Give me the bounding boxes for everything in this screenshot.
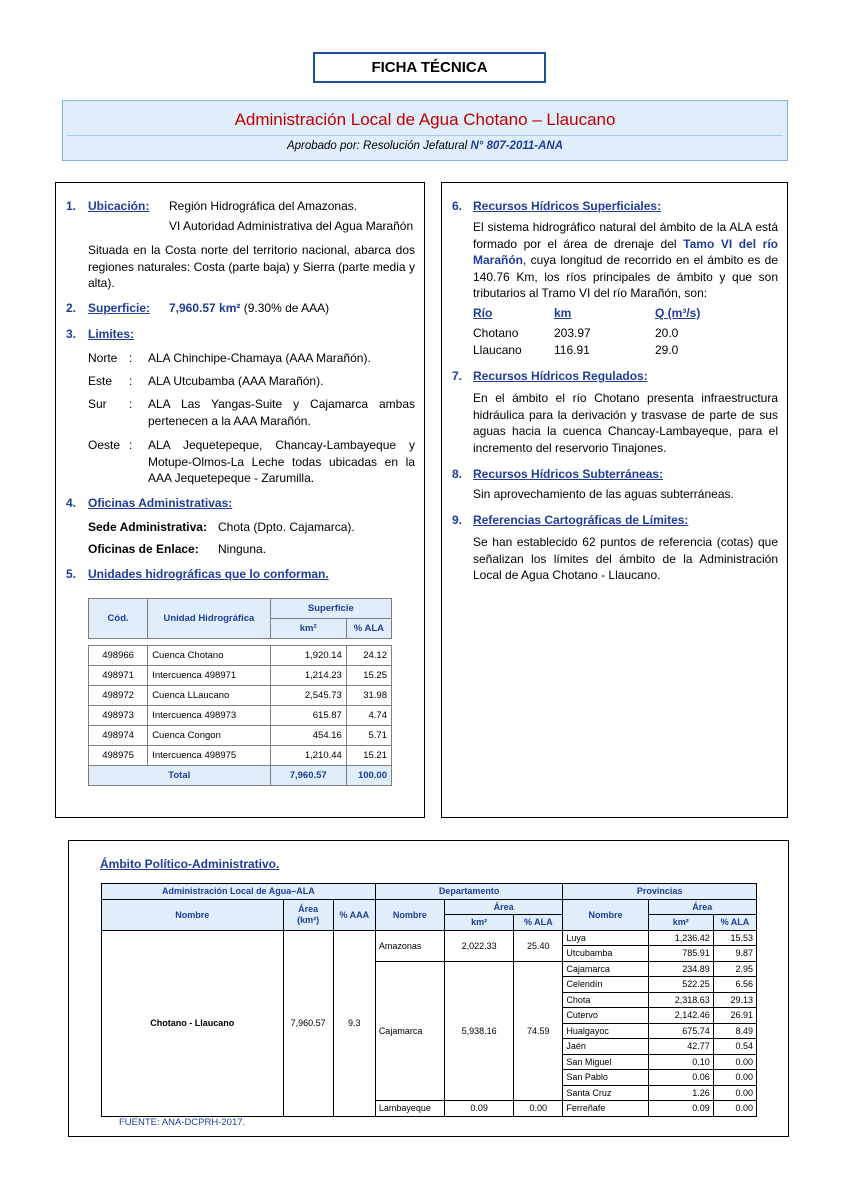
ambito-panel: [68, 840, 789, 1137]
prov-name-cell: Celendín: [563, 977, 648, 993]
table-row: [89, 666, 392, 686]
header-divider: [67, 135, 783, 136]
table-row: [89, 646, 392, 666]
th-dep-nombre: Nombre: [375, 899, 444, 930]
th-prov-nombre: Nombre: [563, 899, 648, 930]
prov-name-cell: San Miguel: [563, 1054, 648, 1070]
th-prov-km: km²: [648, 915, 713, 931]
th-ala-area-unit: (km²): [297, 914, 320, 925]
section-4-number: 4.: [66, 496, 77, 510]
section-9-number: 9.: [452, 513, 463, 527]
limite-este-dir: Este: [88, 374, 113, 388]
cell-cod: 498975: [89, 746, 148, 766]
prov-pct-cell: 29.13: [713, 992, 756, 1008]
ala-pct-cell: 9.3: [333, 930, 375, 1116]
ficha-tecnica-title: FICHA TÉCNICA: [313, 52, 546, 83]
prov-name-cell: Cajamarca: [563, 961, 648, 977]
prov-name-cell: San Pablo: [563, 1070, 648, 1086]
th-ala-pct: % AAA: [333, 899, 375, 930]
limite-este-colon: :: [129, 374, 133, 388]
table-row: [89, 686, 392, 706]
prov-km-cell: 522.25: [648, 977, 713, 993]
cell-km: 1,214.23: [270, 666, 346, 686]
cell-name: Intercuenca 498975: [148, 746, 270, 766]
section-2-title: Superficie:: [88, 301, 151, 315]
cell-km: 615.87: [270, 706, 346, 726]
section-7-title: Recursos Hídricos Regulados:: [473, 369, 648, 383]
prov-pct-cell: 26.91: [713, 1008, 756, 1024]
table-row: [89, 746, 392, 766]
regulados-text: En el ámbito el río Chotano presenta infraestructura hidráulica para la derivación y trasvase de parte de sus aguas hacia la cuenca Chancay-Lambayeque, para el incremento del reservorio Tinajones.: [473, 391, 778, 455]
limite-oeste-colon: :: [129, 438, 133, 452]
table-row: [102, 930, 757, 946]
th-superficie: Superficie: [270, 599, 391, 619]
prov-name-cell: Hualgayoc: [563, 1023, 648, 1039]
ubicacion-value-2: VI Autoridad Administrativa del Agua Marañón: [169, 219, 414, 233]
cell-name: Cuenca LLaucano: [148, 686, 270, 706]
prov-name-cell: Cutervo: [563, 1008, 648, 1024]
km-header: km: [554, 306, 572, 320]
th-km: km²: [270, 619, 346, 639]
section-7-number: 7.: [452, 369, 463, 383]
th-departamento: Departamento: [375, 884, 563, 900]
prov-name-cell: Jaén: [563, 1039, 648, 1055]
ambito-table-wrap: [101, 883, 757, 1117]
dep-km-cell: 5,938.16: [445, 961, 514, 1101]
section-8-number: 8.: [452, 467, 463, 481]
th-pct: % ALA: [346, 619, 391, 639]
table-row: [89, 726, 392, 746]
total-km: 7,960.57: [270, 766, 346, 786]
rio-q: 20.0: [655, 326, 679, 340]
prov-pct-cell: 8.49: [713, 1023, 756, 1039]
limite-sur-text: ALA Las Yangas-Suite y Cajamarca ambas pertenecen a la AAA Marañón.: [148, 397, 415, 428]
ubicacion-value-1: Región Hidrográfica del Amazonas.: [169, 199, 358, 213]
cell-name: Cuenca Congon: [148, 726, 270, 746]
cell-pct: 24.12: [346, 646, 391, 666]
section-1-number: 1.: [66, 199, 77, 213]
rio-km: 203.97: [554, 326, 591, 340]
th-provincias: Provincias: [563, 884, 757, 900]
dep-pct-cell: 25.40: [514, 930, 563, 961]
cartograficas-text: Se han establecido 62 puntos de referencia (cotas) que señalizan los límites del ámbito de la Administración Local de Agua Chotano - Llaucano.: [473, 535, 778, 582]
ala-km-cell: 7,960.57: [283, 930, 333, 1116]
left-panel: [55, 182, 425, 818]
cell-name: Intercuenca 498973: [148, 706, 270, 726]
prov-name-cell: Utcubamba: [563, 946, 648, 962]
ambito-table: [101, 883, 757, 1117]
dep-km-cell: 2,022.33: [445, 930, 514, 961]
prov-km-cell: 42.77: [648, 1039, 713, 1055]
dep-name-cell: Lambayeque: [375, 1101, 444, 1117]
prov-km-cell: 0.06: [648, 1070, 713, 1086]
superficiales-text-a: El sistema hidrográfico natural del ámbito de la ALA está formado por el área de drenaje del: [473, 220, 778, 251]
prov-km-cell: 1.26: [648, 1085, 713, 1101]
cell-name: Cuenca Chotano: [148, 646, 270, 666]
cell-cod: 498973: [89, 706, 148, 726]
prov-pct-cell: 0.54: [713, 1039, 756, 1055]
sede-value: Chota (Dpto. Cajamarca).: [218, 520, 355, 534]
superficie-pct: (9.30% de AAA): [240, 301, 330, 315]
approval-line: [63, 140, 787, 152]
prov-km-cell: 1,236.42: [648, 930, 713, 946]
cell-km: 454.16: [270, 726, 346, 746]
limite-sur-dir: Sur: [88, 397, 107, 411]
ambito-title-text: Ámbito Político-Administrativo: [100, 857, 277, 871]
section-6-title: Recursos Hídricos Superficiales:: [473, 199, 662, 213]
limite-este-text: ALA Utcubamba (AAA Marañón).: [148, 374, 324, 388]
superficiales-text-c: , cuya longitud de recorrido en el ámbito es de 140.76 Km, los ríos principales de ámbito y que son tributarios al Tramo VI del río Marañón, son:: [473, 253, 778, 300]
limite-oeste-text: ALA Jequetepeque, Chancay-Lambayeque y Motupe-Olmos-La Leche todas ubicadas en la AAA Jequetepeque - Zarumilla.: [148, 438, 415, 485]
section-4-title: Oficinas Administrativas:: [88, 496, 233, 510]
ala-name-cell: Chotano - Llaucano: [102, 930, 284, 1116]
rio-km: 116.91: [554, 343, 590, 357]
total-label: Total: [89, 766, 271, 786]
cell-km: 1,920.14: [270, 646, 346, 666]
cell-cod: 498972: [89, 686, 148, 706]
th-ala: Administración Local de Agua–ALA: [102, 884, 376, 900]
section-1-title: Ubicación:: [88, 199, 150, 213]
cell-pct: 4.74: [346, 706, 391, 726]
limite-oeste-dir: Oeste: [88, 438, 121, 452]
th-ala-nombre: Nombre: [102, 899, 284, 930]
prov-pct-cell: 9.87: [713, 946, 756, 962]
enlace-label-text: Oficinas de Enlace: [88, 542, 195, 556]
prov-pct-cell: 0.00: [713, 1085, 756, 1101]
sede-label: Sede Administrativa:: [88, 520, 207, 534]
dep-name-cell: Cajamarca: [375, 961, 444, 1101]
dep-km-cell: 0.09: [445, 1101, 514, 1117]
section-2-number: 2.: [66, 301, 77, 315]
approval-code: N° 807-2011-ANA: [470, 140, 564, 152]
cell-pct: 31.98: [346, 686, 391, 706]
ala-title: Administración Local de Agua Chotano – Llaucano: [234, 110, 616, 129]
ubicacion-description: Situada en la Costa norte del territorio nacional, abarca dos regiones naturales: Costa (parte baja) y Sierra (parte media y alta).: [88, 243, 415, 290]
section-6-number: 6.: [452, 199, 463, 213]
cell-cod: 498974: [89, 726, 148, 746]
cell-km: 2,545.73: [270, 686, 346, 706]
prov-km-cell: 234.89: [648, 961, 713, 977]
prov-pct-cell: 0.00: [713, 1101, 756, 1117]
prov-name-cell: Chota: [563, 992, 648, 1008]
th-dep-pct: % ALA: [514, 915, 563, 931]
right-panel: [441, 182, 788, 818]
th-prov-area: Área: [648, 899, 756, 915]
limite-norte-text: ALA Chinchipe-Chamaya (AAA Marañón).: [148, 351, 371, 365]
cell-pct: 15.21: [346, 746, 391, 766]
th-unidad: Unidad Hidrográfica: [148, 599, 270, 639]
prov-name-cell: Santa Cruz: [563, 1085, 648, 1101]
section-5-title-text: Unidades hidrográficas que lo conforman: [88, 567, 326, 581]
th-cod: Cód.: [89, 599, 148, 639]
total-pct: 100.00: [346, 766, 391, 786]
spacer-row: [89, 639, 392, 646]
rio-q: 29.0: [655, 343, 679, 357]
enlace-value: Ninguna.: [218, 542, 267, 556]
tramo-highlight: Tamo VI del río Marañón: [473, 236, 779, 267]
unidades-table: [88, 598, 392, 786]
section-5-number: 5.: [66, 567, 77, 581]
limite-norte-dir: Norte: [88, 351, 118, 365]
section-5-title: Unidades hidrográficas que lo conforman.: [88, 567, 329, 581]
fuente-note: FUENTE: ANA-DCPRH-2017.: [119, 1117, 246, 1128]
ala-header: [62, 100, 788, 161]
section-9-title: Referencias Cartográficas de Límites:: [473, 513, 689, 527]
prov-km-cell: 0.09: [648, 1101, 713, 1117]
th-dep-km: km²: [445, 915, 514, 931]
subterraneas-text: Sin aprovechamiento de las aguas subterráneas.: [473, 487, 734, 501]
total-row: [89, 766, 392, 786]
rio-header: Río: [473, 306, 493, 320]
prov-pct-cell: 0.00: [713, 1054, 756, 1070]
table-row: [89, 706, 392, 726]
superficie-value: [169, 300, 329, 317]
prov-pct-cell: 15.53: [713, 930, 756, 946]
q-header: Q (m³/s): [655, 306, 701, 320]
th-ala-area: [283, 899, 333, 930]
superficiales-text: [473, 219, 778, 302]
prov-km-cell: 0.10: [648, 1054, 713, 1070]
prov-pct-cell: 0.00: [713, 1070, 756, 1086]
prov-pct-cell: 2.95: [713, 961, 756, 977]
limite-sur-colon: :: [129, 397, 133, 411]
cell-cod: 498971: [89, 666, 148, 686]
dep-pct-cell: 74.59: [514, 961, 563, 1101]
section-8-title: Recursos Hídricos Subterráneas:: [473, 467, 664, 481]
cell-km: 1,210.44: [270, 746, 346, 766]
dep-name-cell: Amazonas: [375, 930, 444, 961]
prov-km-cell: 785.91: [648, 946, 713, 962]
approval-prefix: Aprobado por: Resolución Jefatural: [286, 140, 471, 152]
prov-km-cell: 2,318.63: [648, 992, 713, 1008]
rio-name: Chotano: [473, 326, 519, 340]
dep-pct-cell: 0.00: [514, 1101, 563, 1117]
prov-name-cell: Ferreñafe: [563, 1101, 648, 1117]
superficie-km: 7,960.57 km²: [169, 301, 241, 315]
rio-name: Llaucano: [473, 343, 522, 357]
cell-pct: 15.25: [346, 666, 391, 686]
prov-name-cell: Luya: [563, 930, 648, 946]
cell-name: Intercuenca 498971: [148, 666, 270, 686]
ambito-title: Ámbito Político-Administrativo.: [100, 857, 280, 871]
cell-cod: 498966: [89, 646, 148, 666]
prov-km-cell: 675.74: [648, 1023, 713, 1039]
enlace-label: Oficinas de Enlace:: [88, 542, 199, 556]
section-3-number: 3.: [66, 327, 77, 341]
sede-label-text: Sede Administrativa: [88, 520, 203, 534]
prov-pct-cell: 6.56: [713, 977, 756, 993]
th-prov-pct: % ALA: [713, 915, 756, 931]
th-dep-area: Área: [445, 899, 563, 915]
section-3-title: Limites:: [88, 327, 135, 341]
th-ala-area-label: Área: [298, 903, 319, 914]
limite-norte-colon: :: [129, 351, 133, 365]
prov-km-cell: 2,142.46: [648, 1008, 713, 1024]
cell-pct: 5.71: [346, 726, 391, 746]
